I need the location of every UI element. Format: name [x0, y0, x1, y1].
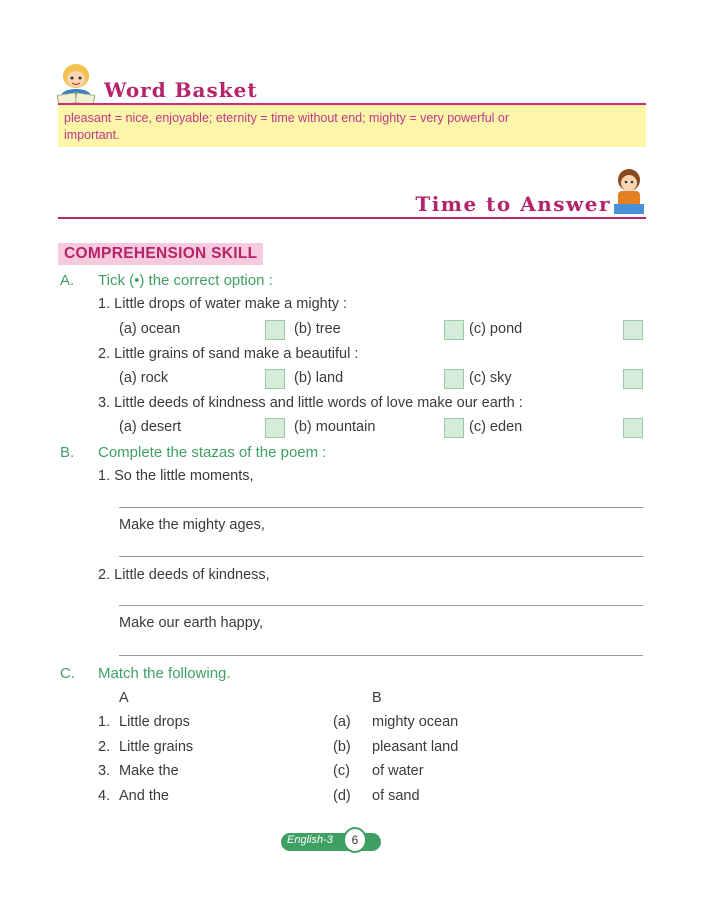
footer-book-label: English-3 [287, 834, 333, 846]
q2-option-c: (c) sky [469, 370, 512, 386]
q2-option-a: (a) rock [119, 370, 169, 386]
answer-line[interactable] [119, 556, 643, 557]
tick-mark-icon: • [134, 272, 140, 289]
word-basket-line-2: important. [64, 128, 120, 142]
match-row-1-b[interactable]: mighty ocean [372, 714, 459, 730]
section-b-letter: B. [60, 444, 75, 461]
section-b-heading: Complete the stazas of the poem : [98, 444, 327, 461]
time-to-answer-title: Time to Answer [415, 192, 611, 216]
section-a-heading-pre: Tick ( [98, 272, 135, 289]
match-row-2-num: 2. [98, 739, 111, 755]
comprehension-skill-heading: COMPREHENSION SKILL [58, 243, 263, 265]
q2-checkbox-b[interactable] [444, 369, 464, 389]
word-basket-title: Word Basket [104, 78, 258, 102]
q2-checkbox-a[interactable] [265, 369, 285, 389]
q1-checkbox-b[interactable] [444, 320, 464, 340]
match-row-4-a[interactable]: And the [119, 788, 169, 804]
q3-checkbox-a[interactable] [265, 418, 285, 438]
column-b-header: B [372, 690, 382, 706]
match-row-1-letter: (a) [333, 714, 351, 730]
answer-line[interactable] [119, 507, 643, 508]
match-row-1-a[interactable]: Little drops [119, 714, 190, 730]
match-row-4-b[interactable]: of sand [372, 788, 420, 804]
section-c-heading: Match the following. [98, 665, 231, 682]
question-3: 3. Little deeds of kindness and little words of love make our earth : [98, 395, 523, 411]
q3-checkbox-b[interactable] [444, 418, 464, 438]
section-a-heading-post: ) the correct option : [139, 272, 273, 289]
section-a-letter: A. [60, 272, 75, 289]
section-c-letter: C. [60, 665, 75, 682]
match-row-1-num: 1. [98, 714, 111, 730]
word-basket-box [58, 103, 646, 147]
q1-option-b: (b) tree [294, 321, 341, 337]
match-row-3-a[interactable]: Make the [119, 763, 179, 779]
stanza-1-line-1: 1. So the little moments, [98, 468, 254, 484]
q1-option-a: (a) ocean [119, 321, 181, 337]
page-number: 6 [343, 827, 367, 853]
time-to-answer-underline [58, 217, 646, 219]
child-writing-icon [610, 166, 648, 216]
q1-checkbox-c[interactable] [623, 320, 643, 340]
q3-option-b: (b) mountain [294, 419, 376, 435]
match-row-2-a[interactable]: Little grains [119, 739, 194, 755]
match-row-3-num: 3. [98, 763, 111, 779]
q3-option-a: (a) desert [119, 419, 182, 435]
stanza-2-line-1: 2. Little deeds of kindness, [98, 567, 270, 583]
section-a-heading [98, 272, 273, 289]
match-row-4-num: 4. [98, 788, 111, 804]
question-1: 1. Little drops of water make a mighty : [98, 296, 348, 312]
q2-option-b: (b) land [294, 370, 344, 386]
answer-line[interactable] [119, 605, 643, 606]
stanza-1-line-2: Make the mighty ages, [119, 517, 265, 533]
column-a-header: A [119, 690, 129, 706]
match-row-3-letter: (c) [333, 763, 350, 779]
stanza-2-line-2: Make our earth happy, [119, 615, 264, 631]
match-row-2-letter: (b) [333, 739, 351, 755]
match-row-2-b[interactable]: pleasant land [372, 739, 459, 755]
q1-checkbox-a[interactable] [265, 320, 285, 340]
answer-line[interactable] [119, 655, 643, 656]
match-row-3-b[interactable]: of water [372, 763, 424, 779]
q3-option-c: (c) eden [469, 419, 523, 435]
question-2: 2. Little grains of sand make a beautiful : [98, 346, 359, 362]
q2-checkbox-c[interactable] [623, 369, 643, 389]
word-basket-line-1: pleasant = nice, enjoyable; eternity = time without end; mighty = very powerful or [64, 111, 510, 125]
q1-option-c: (c) pond [469, 321, 523, 337]
child-reading-icon [52, 58, 102, 106]
match-row-4-letter: (d) [333, 788, 351, 804]
q3-checkbox-c[interactable] [623, 418, 643, 438]
